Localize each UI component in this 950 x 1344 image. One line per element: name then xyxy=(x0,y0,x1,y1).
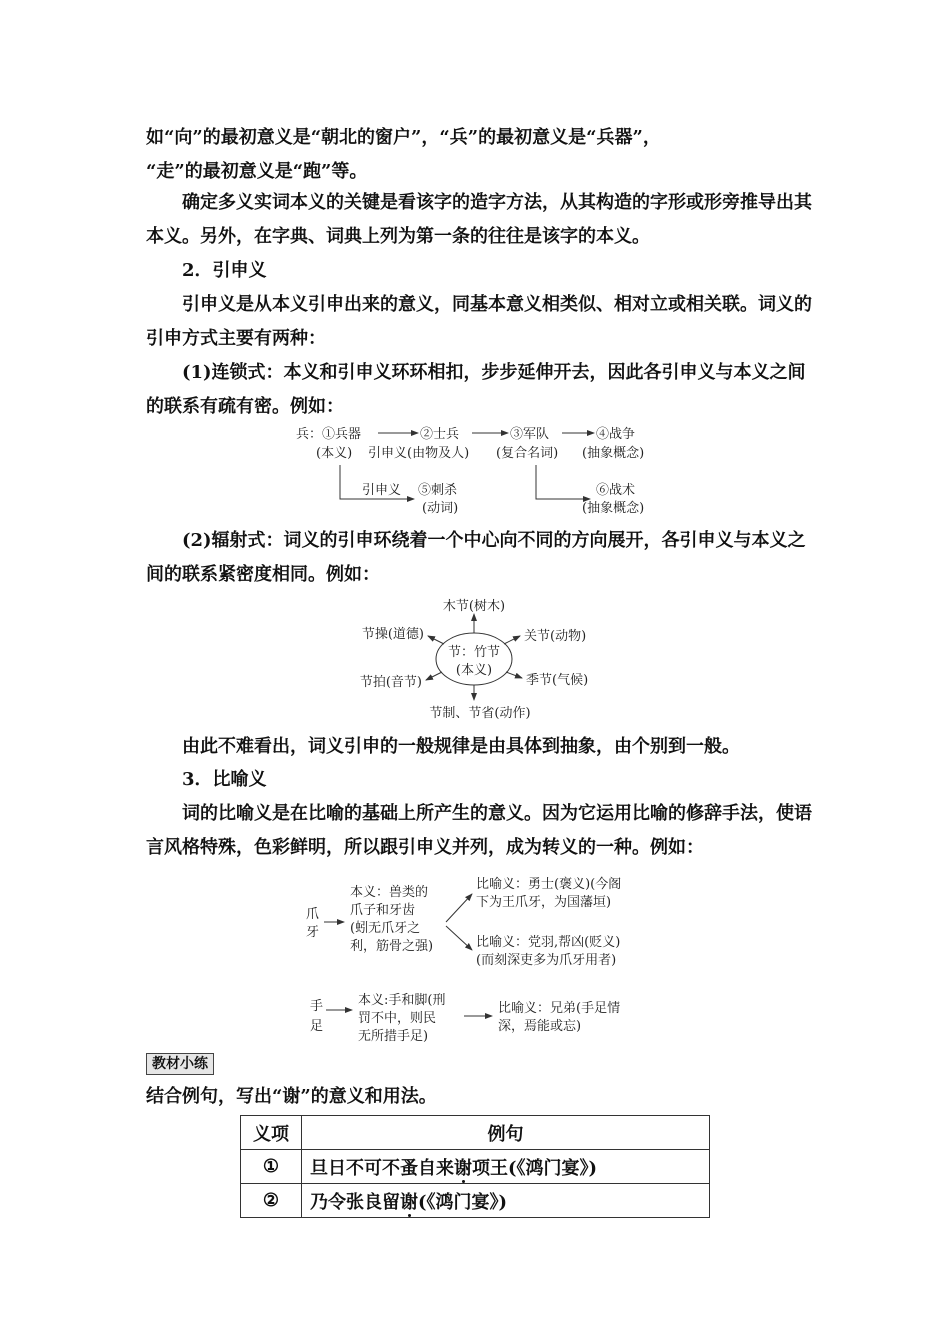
chain-node-5: ⑤刺杀 xyxy=(418,483,458,498)
chain-node-2-sub: 引申义(由物及人) xyxy=(368,446,470,461)
metaphor-word-2-a: 手 xyxy=(310,999,324,1014)
chain-node-4-sub: (抽象概念) xyxy=(582,446,645,461)
sentence-source: 项王(《鸿门宴》) xyxy=(472,1157,598,1179)
metaphor-base-1-line-2: 爪子和牙齿 xyxy=(350,903,416,918)
radial-bottom: 节制、节省(动作) xyxy=(429,706,531,721)
exercise-table xyxy=(240,1115,710,1218)
chain-node-2: ②士兵 xyxy=(420,427,460,442)
example-sentence xyxy=(302,1150,710,1184)
radial-arrow-upper-left xyxy=(428,636,444,644)
radial-center-label: 节：竹节 xyxy=(447,645,501,660)
benyi-key-paragraph: 确定多义实词本义的关键是看该字的造字方法，从其构造的字形或形旁推导出其本义。另外，在字典、词典上列为第一条的往往是该字的本义。 xyxy=(146,192,812,247)
row-number: ② xyxy=(241,1184,302,1218)
chain-node-1: ①兵器 xyxy=(322,427,362,442)
yinshen-definition: 引申义是从本义引申出来的意义，同基本意义相类似、相对立或相关联。词义的引申方式主要有两种： xyxy=(146,294,812,349)
header-liju: 例句 xyxy=(302,1116,710,1150)
chain-description: (1)连锁式：本义和引申义环环相扣，步步延伸开去，因此各引申义与本义之间的联系有疏有密。例如： xyxy=(146,362,806,417)
metaphor-meaning-1-line-2: 下为王爪牙，为国藩垣) xyxy=(476,895,612,910)
extension-rule: 由此不难看出，词义引申的一般规律是由具体到抽象，由个别到一般。 xyxy=(182,736,740,757)
chain-node-1-sub: (本义) xyxy=(316,446,353,461)
section-3-title: 3．比喻义 xyxy=(182,769,267,790)
exercise-prompt: 结合例句，写出“谢”的意义和用法。 xyxy=(146,1086,437,1107)
metaphor-meaning-3-line-1: 比喻义：兄弟(手足情 xyxy=(498,1001,621,1016)
radial-arrow-lower-left xyxy=(426,672,442,680)
radial-description: (2)辐射式：词义的引申环绕着一个中心向不同的方向展开，各引申义与本义之间的联系紧密度相同。例如： xyxy=(146,530,806,585)
metaphor-meaning-2-line-2: (而刻深吏多为爪牙用者) xyxy=(476,953,617,968)
chain-node-3-sub: (复合名词) xyxy=(496,446,559,461)
chain-node-5-sub: (动词) xyxy=(422,501,459,516)
chain-branch-label: 引申义 xyxy=(362,483,402,498)
sentence-text: 乃令张良留 xyxy=(310,1191,400,1213)
table-header-row xyxy=(241,1116,710,1150)
chain-node-3: ③军队 xyxy=(510,427,550,442)
table-row xyxy=(241,1184,710,1218)
metaphor-meaning-2-line-1: 比喻义：党羽,帮凶(贬义) xyxy=(476,935,621,950)
exercise-badge: 教材小练 xyxy=(146,1053,214,1075)
dotted-word: 谢 xyxy=(454,1157,472,1179)
sentence-text: 旦日不可不蚤自来 xyxy=(310,1157,454,1179)
metaphor-branch-down xyxy=(446,926,472,950)
table-row xyxy=(241,1150,710,1184)
chain-node-6: ⑥战术 xyxy=(596,483,636,498)
radial-upper-right: 关节(动物) xyxy=(524,629,587,644)
radial-diagram xyxy=(340,590,620,725)
row-number: ① xyxy=(241,1150,302,1184)
chain-head: 兵： xyxy=(296,427,323,442)
metaphor-diagram xyxy=(300,870,660,1045)
metaphor-base-1-line-4: 利，筋骨之强) xyxy=(350,939,434,954)
metaphor-definition: 词的比喻义是在比喻的基础上所产生的意义。因为它运用比喻的修辞手法，使语言风格特殊，色彩鲜明，所以跟引申义并列，成为转义的一种。例如： xyxy=(146,803,812,858)
dotted-word: 谢 xyxy=(400,1191,418,1213)
metaphor-base-1-line-3: (蚓无爪牙之 xyxy=(350,921,421,936)
radial-lower-left: 节拍(音节) xyxy=(359,675,422,690)
example-sentence xyxy=(302,1184,710,1218)
metaphor-base-2-line-2: 罚不中，则民 xyxy=(358,1011,437,1026)
radial-lower-right: 季节(气候) xyxy=(526,673,589,688)
chain-node-6-sub: (抽象概念) xyxy=(582,501,645,516)
metaphor-base-2-line-1: 本义:手和脚(刑 xyxy=(358,993,446,1008)
intro-line-1: 如“向”的最初意义是“朝北的窗户”，“兵”的最初意义是“兵器”， xyxy=(146,127,661,148)
metaphor-branch-up xyxy=(446,894,472,922)
sentence-source: (《鸿门宴》) xyxy=(418,1191,508,1213)
chain-diagram xyxy=(290,420,670,520)
metaphor-word-1-b: 牙 xyxy=(306,925,320,940)
section-2-title: 2．引申义 xyxy=(182,260,267,281)
metaphor-word-2-b: 足 xyxy=(310,1019,324,1034)
metaphor-base-2-line-3: 无所措手足) xyxy=(358,1029,429,1044)
radial-center-sublabel: (本义) xyxy=(455,663,493,678)
radial-top: 木节(树木) xyxy=(442,599,506,614)
metaphor-meaning-1-line-1: 比喻义：勇士(褒义)(今阁 xyxy=(476,877,622,892)
radial-arrow-upper-right xyxy=(504,636,520,644)
chain-node-4: ④战争 xyxy=(596,427,636,442)
header-yixiang: 义项 xyxy=(241,1116,302,1150)
metaphor-meaning-3-line-2: 深，焉能或忘) xyxy=(498,1019,582,1034)
radial-arrow-lower-right xyxy=(506,672,522,678)
intro-line-2: “走”的最初意义是“跑”等。 xyxy=(146,161,368,182)
radial-upper-left: 节操(道德) xyxy=(361,627,424,642)
metaphor-word-1-a: 爪 xyxy=(306,907,320,922)
chain-branch-line-2 xyxy=(536,465,590,499)
metaphor-base-1-line-1: 本义：兽类的 xyxy=(350,885,429,900)
